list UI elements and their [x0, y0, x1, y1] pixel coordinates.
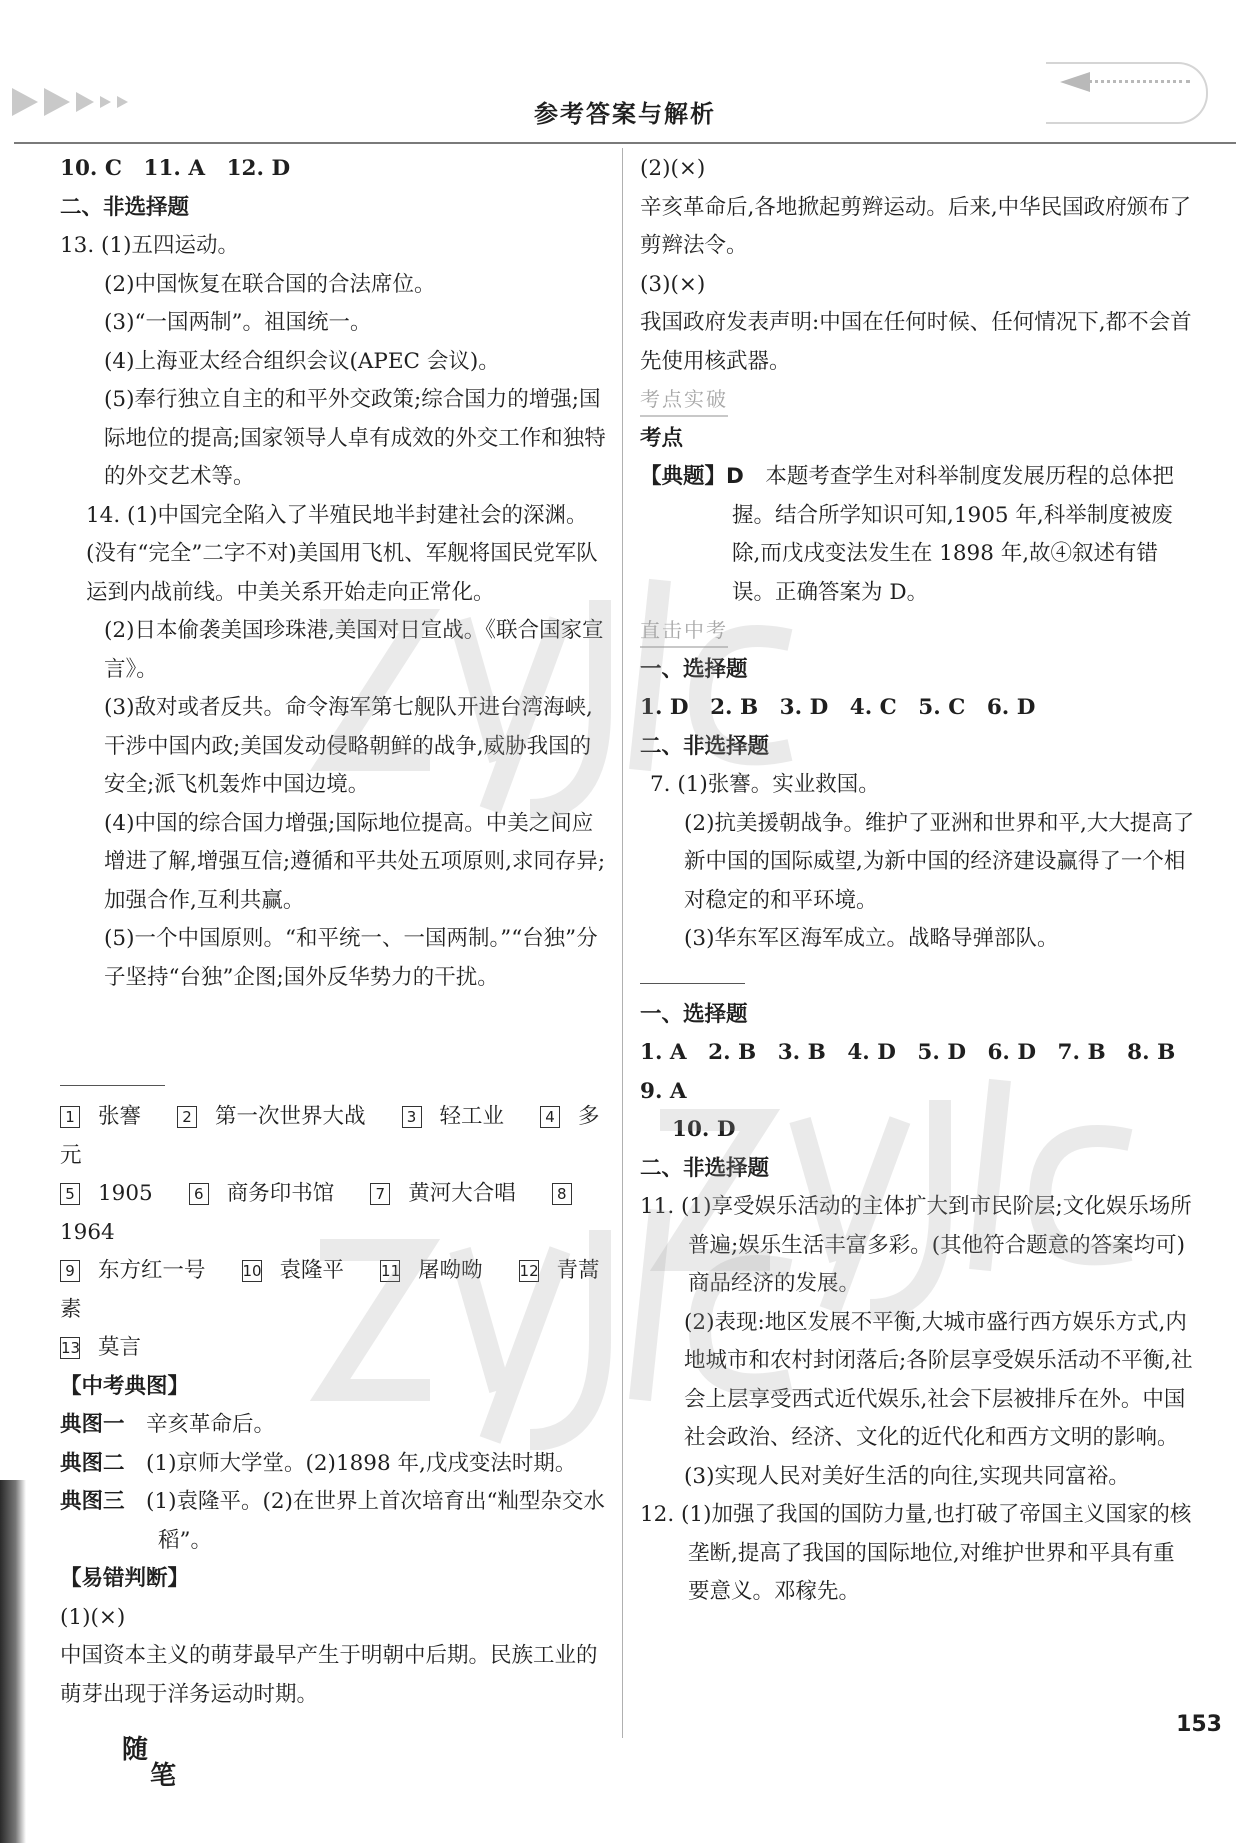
answer-line: (3)“一国两制”。祖国统一。	[104, 310, 372, 335]
answer-line: 10. D	[672, 1117, 736, 1142]
knowledge-point-number: 9	[60, 1260, 80, 1282]
knowledge-point-number: 6	[189, 1183, 209, 1205]
knowledge-point-number: 11	[381, 1262, 401, 1280]
figure-label: 典图二	[60, 1450, 125, 1476]
answer-line: 10. C 11. A 12. D	[60, 156, 291, 181]
short-rule	[640, 983, 745, 996]
knowledge-point-text: 1964	[60, 1219, 115, 1245]
knowledge-point-text: 第一次世界大战	[215, 1104, 366, 1129]
knowledge-point-number: 4	[540, 1106, 560, 1128]
knowledge-point-text: 黄河大合唱	[408, 1181, 516, 1206]
answer-line: (3)实现人民对美好生活的向往,实现共同富裕。	[684, 1463, 1130, 1489]
section-heading: 【中考典图】	[60, 1373, 190, 1399]
knowledge-point-text: 莫言	[98, 1335, 142, 1360]
knowledge-point	[177, 1104, 384, 1129]
answer-line: (2)(×)	[640, 156, 706, 181]
section-heading: 考点	[640, 425, 684, 451]
answer-line: (2)日本偷袭美国珍珠港,美国对日宣战。《联合国家宣言》。	[104, 618, 604, 682]
figure-text: (1)袁隆平。(2)在世界上首次培育出“籼型杂交水稻”。	[146, 1489, 605, 1553]
answer-line: 11. (1)享受娱乐活动的主体扩大到市民阶层;文化娱乐场所普遍;娱乐生活丰富多彩。(其他符合题意的答案均可)商品经济的发展。	[640, 1194, 1192, 1296]
knowledge-point-text: 商务印书馆	[226, 1181, 335, 1206]
knowledge-point-row	[60, 1252, 608, 1329]
knowledge-point-number: 8	[552, 1183, 572, 1205]
section-heading: 二、非选择题	[640, 733, 770, 759]
answer-line: (2)抗美援朝战争。维护了亚洲和世界和平,大大提高了新中国的国际威望,为新中国的经济建设赢得了一个相对稳定的和平环境。	[684, 810, 1195, 913]
typical-question-tag: 【典题】D	[640, 464, 744, 489]
knowledge-point-text: 多元	[60, 1104, 600, 1168]
knowledge-point-text: 屠呦呦	[418, 1258, 483, 1283]
answer-line: 12. (1)加强了我国的国防力量,也打破了帝国主义国家的核垄断,提高了我国的国际地位,对维护世界和平具有重要意义。邓稼先。	[640, 1502, 1192, 1604]
figure-label: 典图三	[60, 1489, 125, 1514]
answer-line: (2)中国恢复在联合国的合法席位。	[104, 271, 436, 297]
figure-answer	[60, 1445, 608, 1484]
answer-line: (3)华东军区海军成立。战略导弹部队。	[684, 926, 1059, 951]
answer-line: 1. D 2. B 3. D 4. C 5. C 6. D	[640, 695, 1036, 720]
knowledge-point-number: 2	[177, 1106, 197, 1128]
knowledge-point	[60, 1104, 159, 1129]
figure-answer	[60, 1483, 608, 1560]
knowledge-point-number: 7	[370, 1183, 390, 1205]
figure-text: (1)京师大学堂。(2)1898 年,戊戌变法时期。	[146, 1450, 577, 1476]
knowledge-point-number: 5	[60, 1183, 80, 1205]
knowledge-point	[242, 1258, 363, 1283]
knowledge-point	[402, 1104, 523, 1129]
figure-answer	[60, 1406, 608, 1445]
answer-line: 7. (1)张謇。实业救国。	[650, 772, 880, 797]
knowledge-point	[60, 1335, 159, 1360]
section-heading: 【易错判断】	[60, 1566, 190, 1591]
knowledge-point-number: 1	[60, 1106, 80, 1128]
column-divider	[622, 148, 623, 1738]
knowledge-point-row	[60, 1329, 608, 1368]
typical-question	[640, 458, 1195, 612]
typical-question-text: 本题考查学生对科举制度发展历程的总体把握。结合所学知识可知,1905 年,科举制度被废除,而戊戌变法发生在 1898 年,故④叙述有错误。正确答案为 D。	[732, 464, 1174, 605]
section-label-grey: 考点实破	[640, 383, 728, 417]
answer-line: 中国资本主义的萌芽最早产生于明朝中后期。民族工业的萌芽出现于洋务运动时期。	[60, 1643, 598, 1707]
section-heading: 一、选择题	[640, 1001, 748, 1027]
notes-label-char: 笔	[150, 1761, 177, 1791]
knowledge-point-number: 13	[61, 1339, 81, 1357]
answer-line: 辛亥革命后,各地掀起剪辫运动。后来,中华民国政府颁布了剪辫法令。	[640, 194, 1192, 258]
answer-line: (5)奉行独立自主的和平外交政策;综合国力的增强;国际地位的提高;国家领导人卓有成效的外交工作和独特的外交艺术等。	[104, 387, 606, 489]
knowledge-point	[60, 1181, 171, 1206]
header-dots-decoration	[1070, 80, 1190, 83]
notes-label	[122, 1735, 176, 1791]
knowledge-point	[380, 1258, 501, 1283]
section-label-grey: 直击中考	[640, 614, 728, 648]
short-rule	[60, 1085, 165, 1098]
answer-line: 我国政府发表声明:中国在任何时候、任何情况下,都不会首先使用核武器。	[640, 310, 1192, 374]
figure-text: 辛亥革命后。	[146, 1412, 276, 1437]
right-column	[640, 150, 1195, 1612]
knowledge-point-text: 张謇	[98, 1104, 142, 1129]
knowledge-point-text: 东方红一号	[98, 1258, 206, 1283]
knowledge-points	[60, 1098, 608, 1368]
answer-line: 13. (1)五四运动。	[60, 233, 239, 258]
knowledge-point-row	[60, 1098, 608, 1175]
header-divider	[14, 142, 1236, 144]
answer-line: (4)中国的综合国力增强;国际地位提高。中美之间应增进了解,增强互信;遵循和平共处五项原则,求同存异;加强合作,互利共赢。	[104, 810, 606, 913]
knowledge-point-number: 10	[242, 1262, 262, 1280]
figure-label: 典图一	[60, 1412, 125, 1437]
page-edge-shadow	[0, 1480, 26, 1843]
knowledge-point	[189, 1181, 353, 1206]
knowledge-point-text: 1905	[98, 1181, 153, 1206]
section-heading: 一、选择题	[640, 656, 748, 682]
answer-line: (3)(×)	[640, 271, 706, 297]
answer-line: 1. A 2. B 3. B 4. D 5. D 6. D 7. B 8. B 9. A	[640, 1040, 1197, 1104]
left-column	[60, 150, 608, 1714]
answer-line: (5)一个中国原则。“和平统一、一国两制。”“台独”分子坚持“台独”企图;国外反华势力的干扰。	[104, 926, 598, 990]
knowledge-point	[370, 1181, 534, 1206]
page-number: 153	[1176, 1712, 1222, 1737]
answer-line: 14. (1)中国完全陷入了半殖民地半封建社会的深渊。(没有“完全”二字不对)美国用飞机、军舰将国民党军队运到内战前线。中美关系开始走向正常化。	[86, 502, 598, 605]
knowledge-point-text: 青蒿素	[60, 1258, 600, 1322]
answer-line: (1)(×)	[60, 1604, 126, 1630]
knowledge-point-text: 轻工业	[439, 1104, 505, 1129]
answer-line: (3)敌对或者反共。命令海军第七舰队开进台湾海峡,干涉中国内政;美国发动侵略朝鲜的战争,威胁我国的安全;派飞机轰炸中国边境。	[104, 695, 593, 797]
knowledge-point-number: 12	[519, 1262, 539, 1280]
page-header-title: 参考答案与解析	[534, 100, 716, 128]
notes-label-char: 随	[122, 1735, 149, 1765]
answer-line: (2)表现:地区发展不平衡,大城市盛行西方娱乐方式,内地城市和农村封闭落后;各阶层享受娱乐活动不平衡,社会上层享受西式近代娱乐,社会下层被排斥在外。中国社会政治、经济、文化的近代化和西方文明的影响。	[684, 1309, 1193, 1450]
knowledge-point	[60, 1258, 224, 1283]
section-heading: 二、非选择题	[640, 1155, 770, 1181]
knowledge-point-text: 袁隆平	[279, 1258, 345, 1283]
answer-line: (4)上海亚太经合组织会议(APEC 会议)。	[104, 348, 500, 374]
knowledge-point-number: 3	[402, 1106, 422, 1128]
knowledge-point-row	[60, 1175, 608, 1252]
section-heading: 二、非选择题	[60, 194, 190, 220]
